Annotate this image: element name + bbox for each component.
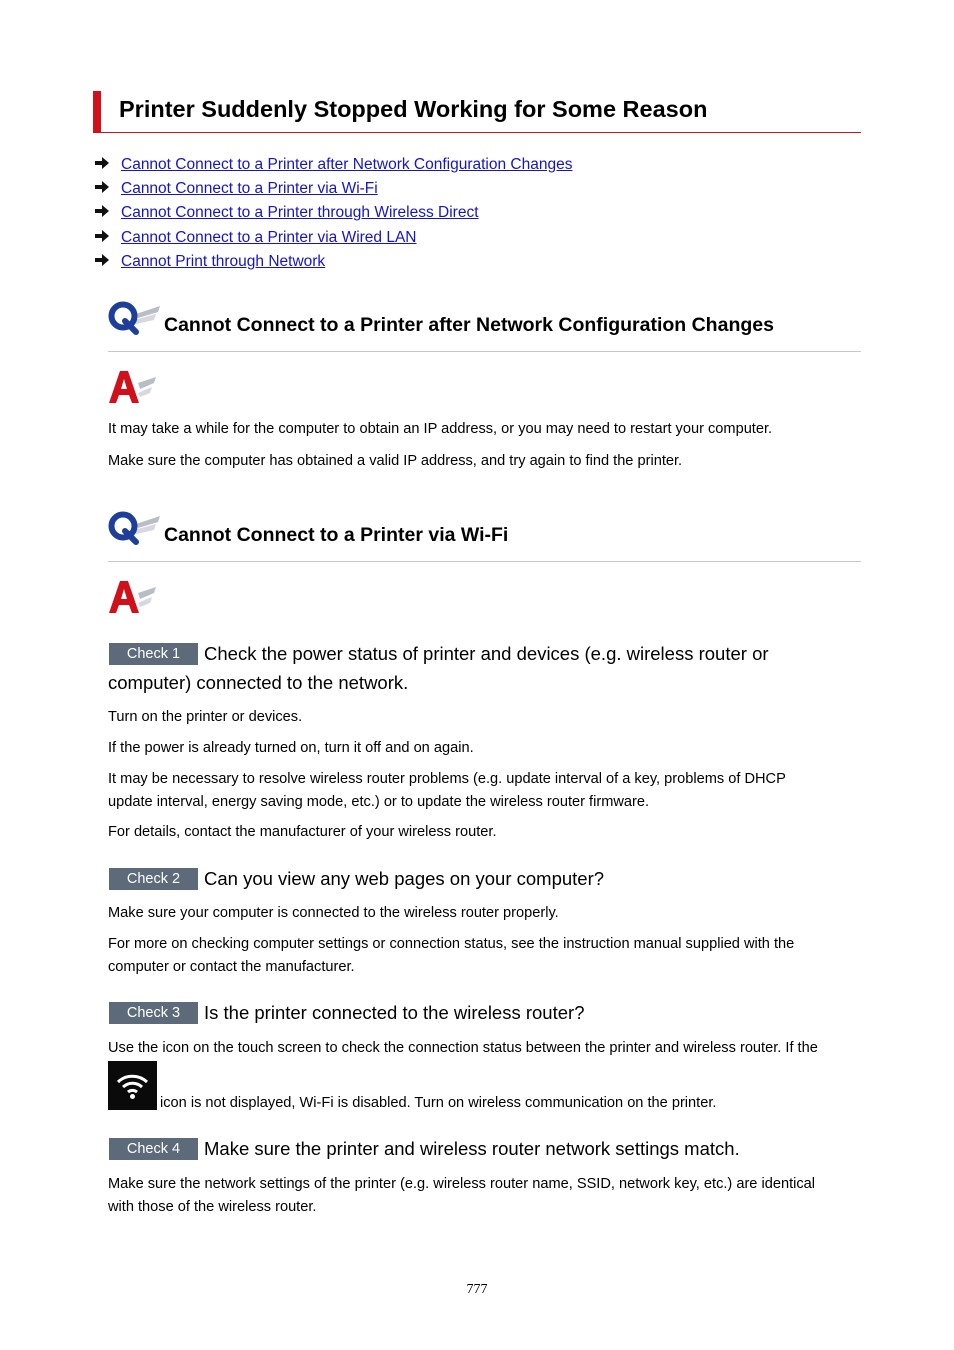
check-title-continued: computer) connected to the network. bbox=[108, 672, 409, 693]
topic-link-list bbox=[95, 153, 572, 274]
arrow-right-icon bbox=[95, 229, 121, 247]
divider bbox=[108, 351, 861, 352]
page-number: 777 bbox=[466, 1282, 488, 1297]
list-item bbox=[95, 153, 572, 177]
paragraph: Make sure your computer is connected to the wireless router properly. bbox=[108, 905, 559, 921]
paragraph: icon is not displayed, Wi-Fi is disabled. Turn on wireless communication on the printer. bbox=[160, 1095, 717, 1111]
question-icon bbox=[108, 510, 162, 551]
link-network-config-changes[interactable]: Cannot Connect to a Printer after Network Configuration Changes bbox=[121, 156, 573, 174]
title-underline bbox=[101, 132, 861, 133]
check-title: Make sure the printer and wireless router network settings match. bbox=[204, 1138, 740, 1159]
check-badge: Check 4 bbox=[109, 1138, 198, 1160]
question-heading: Cannot Connect to a Printer after Network Configuration Changes bbox=[164, 314, 774, 336]
paragraph: For more on checking computer settings or connection status, see the instruction manual supplied with the bbox=[108, 936, 795, 952]
link-print-through-network[interactable]: Cannot Print through Network bbox=[121, 252, 326, 270]
check-title: Check the power status of printer and devices (e.g. wireless router or bbox=[204, 643, 769, 664]
paragraph: It may be necessary to resolve wireless router problems (e.g. update interval of a key, problems of DHCP bbox=[108, 771, 786, 787]
question-heading: Cannot Connect to a Printer via Wi-Fi bbox=[164, 524, 509, 546]
link-wired-lan[interactable]: Cannot Connect to a Printer via Wired LAN bbox=[121, 228, 417, 246]
paragraph: Make sure the computer has obtained a valid IP address, and try again to find the printer. bbox=[108, 453, 683, 469]
link-wireless-direct[interactable]: Cannot Connect to a Printer through Wireless Direct bbox=[121, 204, 479, 222]
arrow-right-icon bbox=[95, 253, 121, 271]
paragraph: with those of the wireless router. bbox=[108, 1199, 317, 1215]
list-item bbox=[95, 177, 572, 201]
link-via-wifi[interactable]: Cannot Connect to a Printer via Wi-Fi bbox=[121, 180, 378, 198]
list-item bbox=[95, 201, 572, 225]
check-badge: Check 3 bbox=[109, 1002, 198, 1024]
check-title: Is the printer connected to the wireless router? bbox=[204, 1002, 585, 1023]
arrow-right-icon bbox=[95, 204, 121, 222]
arrow-right-icon bbox=[95, 180, 121, 198]
answer-icon bbox=[108, 579, 158, 620]
wifi-icon bbox=[108, 1061, 157, 1110]
list-item bbox=[95, 250, 572, 274]
divider bbox=[108, 561, 861, 562]
paragraph: update interval, energy saving mode, etc.) or to update the wireless router firmware. bbox=[108, 794, 650, 810]
paragraph: Turn on the printer or devices. bbox=[108, 709, 303, 725]
page-title: Printer Suddenly Stopped Working for Some Reason bbox=[119, 96, 708, 122]
question-icon bbox=[108, 300, 162, 341]
paragraph: It may take a while for the computer to obtain an IP address, or you may need to restart your computer. bbox=[108, 421, 773, 437]
title-accent-bar bbox=[93, 91, 101, 133]
paragraph: Use the icon on the touch screen to check the connection status between the printer and wireless router. If the bbox=[108, 1040, 818, 1056]
paragraph: For details, contact the manufacturer of your wireless router. bbox=[108, 824, 497, 840]
arrow-right-icon bbox=[95, 156, 121, 174]
paragraph: computer or contact the manufacturer. bbox=[108, 959, 355, 975]
paragraph: If the power is already turned on, turn it off and on again. bbox=[108, 740, 474, 756]
check-badge: Check 1 bbox=[109, 643, 198, 665]
list-item bbox=[95, 226, 572, 250]
answer-icon bbox=[108, 369, 158, 410]
check-title: Can you view any web pages on your computer? bbox=[204, 868, 605, 889]
check-badge: Check 2 bbox=[109, 868, 198, 890]
paragraph: Make sure the network settings of the printer (e.g. wireless router name, SSID, network key, etc.) are identical bbox=[108, 1176, 816, 1192]
